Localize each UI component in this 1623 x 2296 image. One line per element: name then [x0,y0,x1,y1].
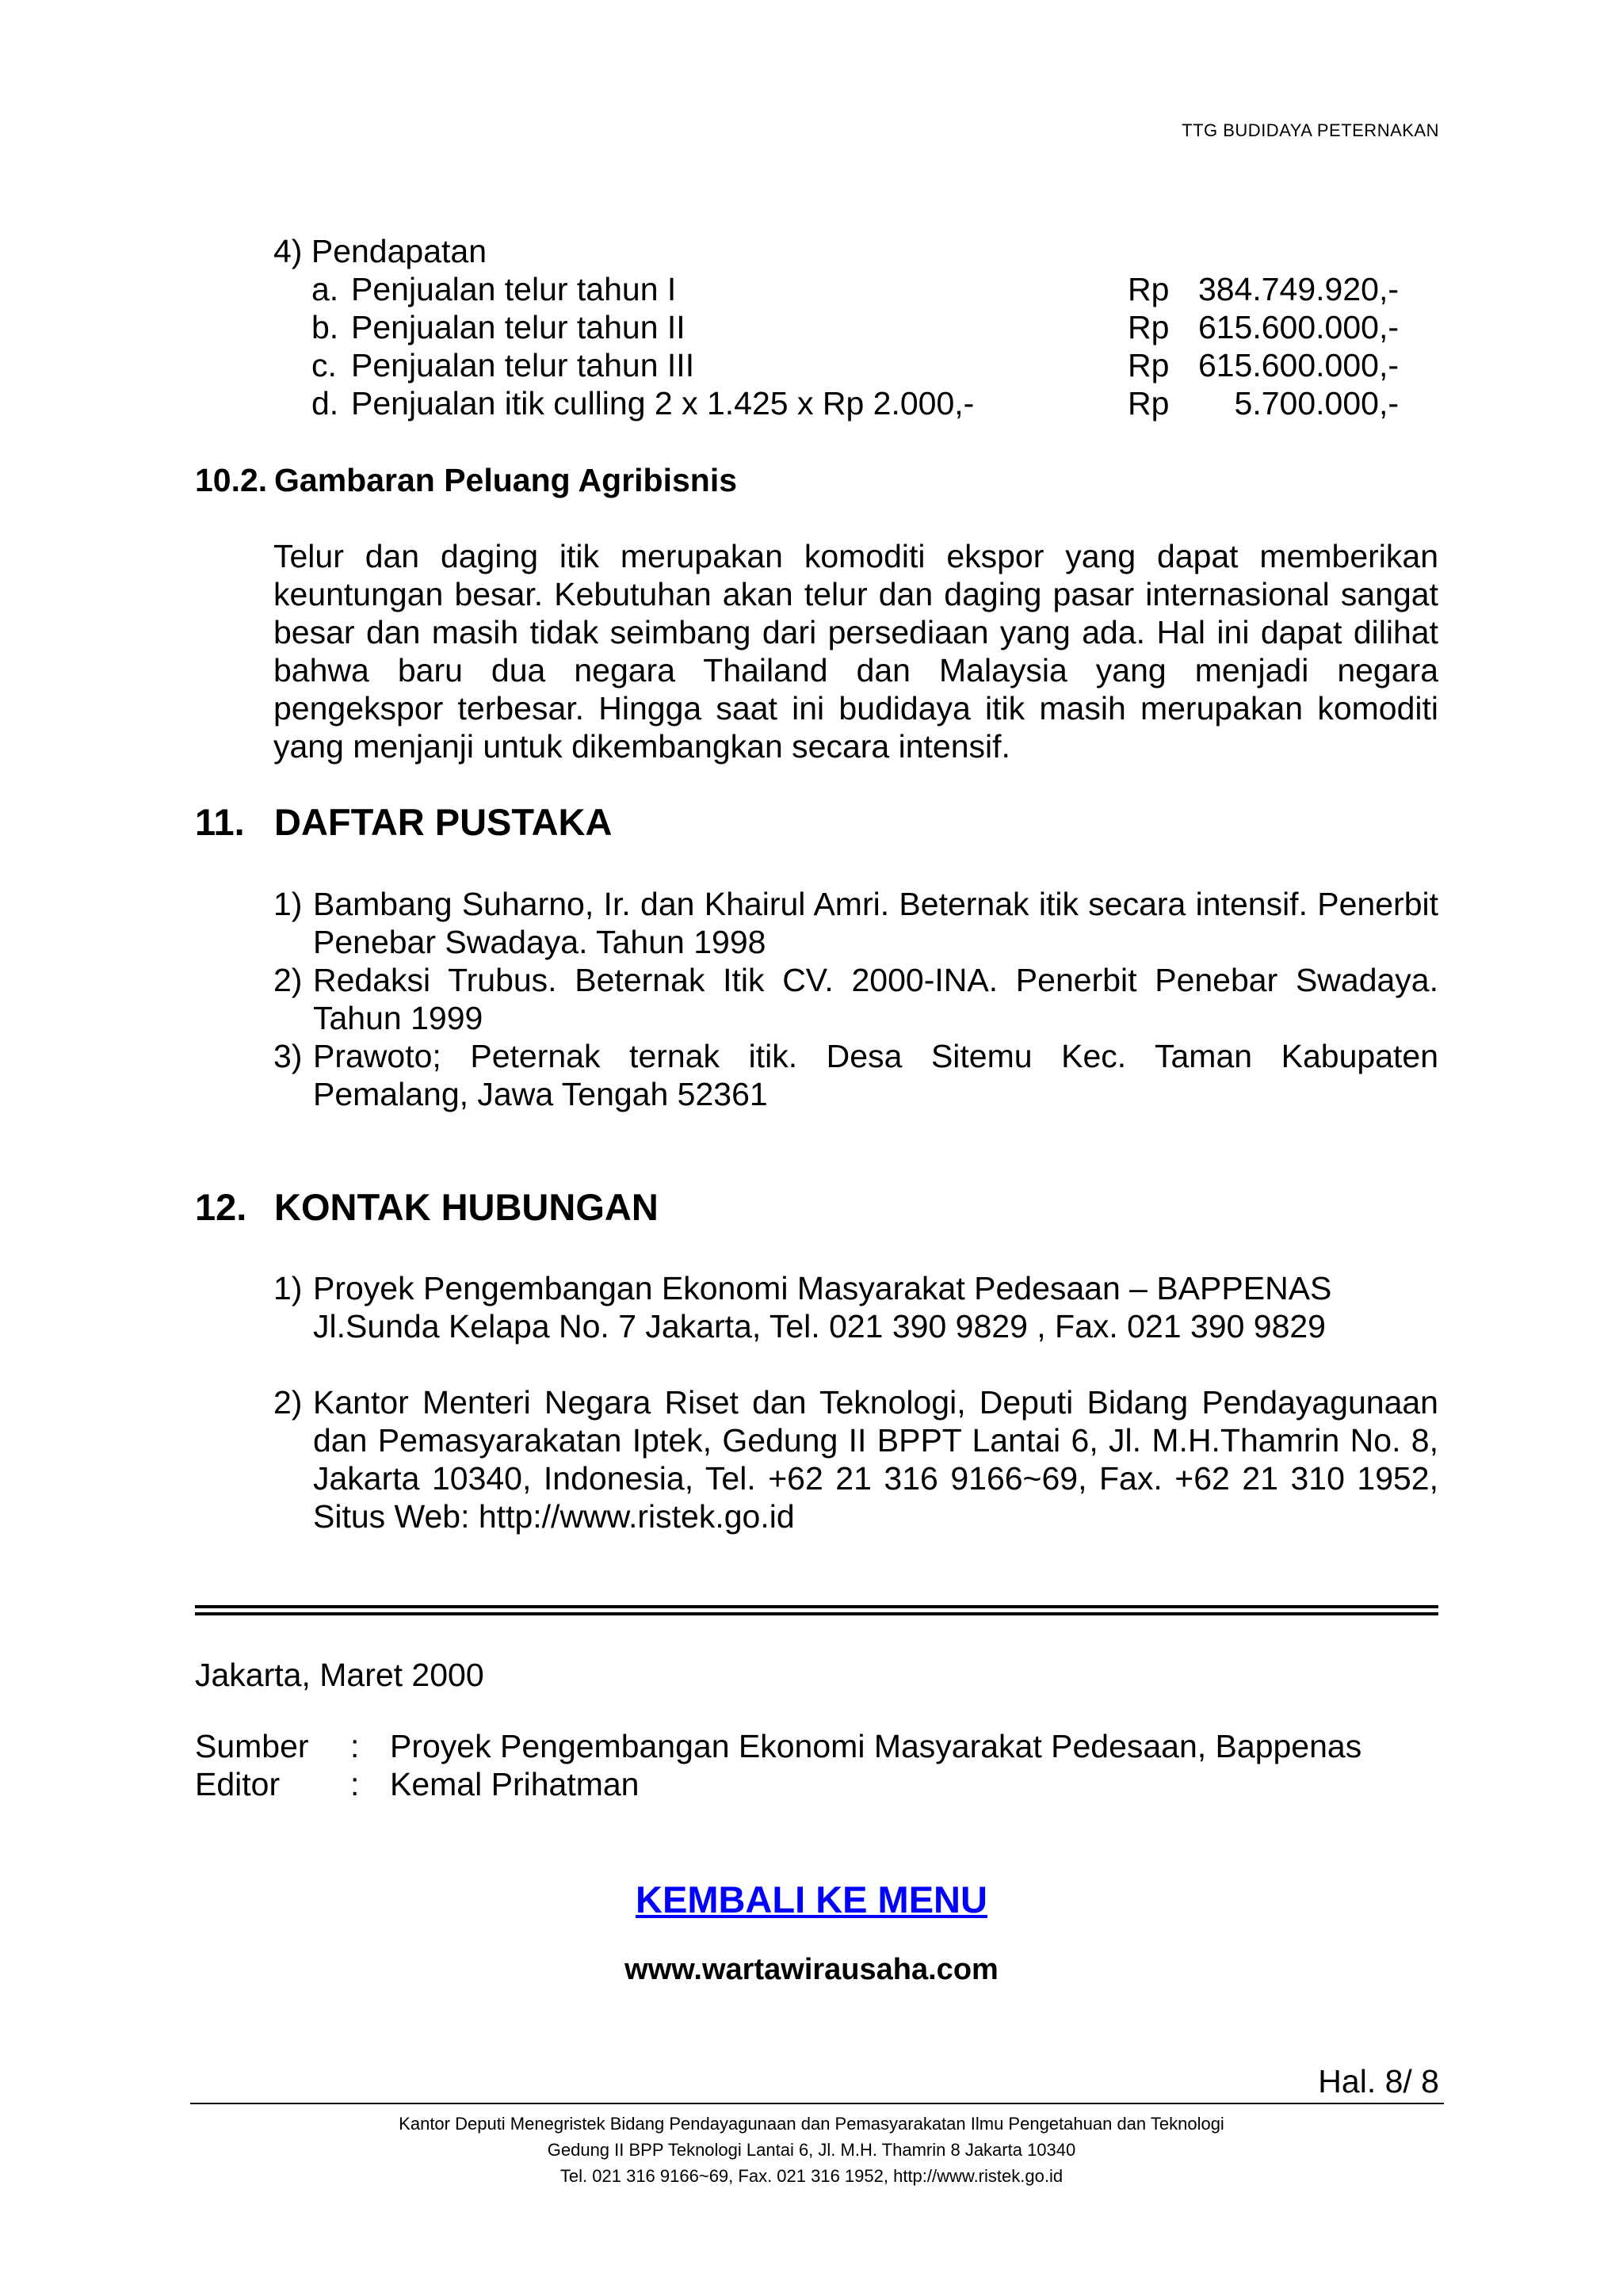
contacts-title: KONTAK HUBUNGAN [274,1186,659,1228]
list-item [273,1383,1438,1535]
source-label: Sumber [195,1728,309,1764]
income-row-a [273,270,1399,308]
separator: : [350,1728,360,1764]
contact-line: Proyek Pengembangan Ekonomi Masyarakat Pedesaan – BAPPENAS [313,1270,1332,1306]
income-heading: 4) Pendapatan [273,233,487,269]
income-amount: 384.749.920,- [1197,271,1399,307]
income-letter: b. [311,309,339,345]
income-amount: 5.700.000,- [1234,385,1399,421]
list-item-number: 1) [273,1270,303,1306]
page-footer [0,2111,1623,2189]
list-item [273,961,1438,1037]
contacts-number: 12. [195,1186,247,1228]
subsection-title: Gambaran Peluang Agribisnis [274,462,738,498]
agribusiness-paragraph: Telur dan daging itik merupakan komoditi ekspor yang dapat memberikan keuntungan besar. Kebutuhan akan telur dan daging pasar internasional sangat besar dan masih tidak seimbang dari persediaan yang ada. Hal ini dapat dilihat bahwa baru dua negara Thailand dan Malaysia yang menjadi negara pengekspor terbesar. Hingga saat ini budidaya itik masih merupakan komoditi yang menjanji untuk dikembangkan secara intensif. [273,538,1438,765]
contacts-list [273,1269,1438,1535]
list-item-number: 1) [273,886,303,922]
footer-line: Tel. 021 316 9166~69, Fax. 021 316 1952, http://www.ristek.go.id [559,2166,1064,2186]
list-item-number: 3) [273,1038,303,1074]
income-desc: Penjualan telur tahun I [351,271,677,307]
double-divider [195,1605,1438,1615]
subsection-heading [195,461,737,499]
list-item-text: Bambang Suharno, Ir. dan Khairul Amri. Beternak itik secara intensif. Penerbit Penebar Swadaya. Tahun 1998 [313,886,1438,960]
income-currency: Rp [1128,309,1170,345]
back-to-menu-link[interactable]: KEMBALI KE MENU [636,1878,987,1920]
date-line: Jakarta, Maret 2000 [195,1657,484,1693]
list-item-text: Prawoto; Peternak ternak itik. Desa Sitemu Kec. Taman Kabupaten Pemalang, Jawa Tengah 52361 [313,1038,1438,1112]
list-item [273,885,1438,961]
footer-line: Kantor Deputi Menegristek Bidang Pendayagunaan dan Pemasyarakatan Ilmu Pengetahuan dan Teknologi [399,2114,1224,2134]
list-item-number: 2) [273,1384,303,1421]
footer-line: Gedung II BPP Teknologi Lantai 6, Jl. M.H. Thamrin 8 Jakarta 10340 [547,2140,1076,2160]
income-row-d [273,384,1399,422]
list-item [273,1269,1438,1345]
contacts-heading [195,1185,659,1230]
income-row-b [273,308,1399,346]
list-item-text: Redaksi Trubus. Beternak Itik CV. 2000-INA. Penerbit Penebar Swadaya. Tahun 1999 [313,962,1438,1036]
income-amount: 615.600.000,- [1197,309,1399,345]
list-item-text: Kantor Menteri Negara Riset dan Teknologi, Deputi Bidang Pendayagunaan dan Pemasyarakatan Iptek, Gedung II BPPT Lantai 6, Jl. M.H.Thamrin No. 8, Jakarta 10340, Indonesia, Tel. +62 21 316 9166~69, Fax. +62 21 310 1952, Situs Web: http://www.ristek.go.id [313,1384,1438,1535]
running-header: TTG BUDIDAYA PETERNAKAN [1182,120,1439,140]
income-desc: Penjualan itik culling 2 x 1.425 x Rp 2.000,- [351,385,975,421]
income-currency: Rp [1128,271,1170,307]
subsection-number: 10.2. [195,462,268,498]
source-value: Proyek Pengembangan Ekonomi Masyarakat Pedesaan, Bappenas [390,1728,1362,1764]
income-desc: Penjualan telur tahun II [351,309,685,345]
footer-divider [190,2103,1444,2104]
income-list [273,232,1399,422]
references-heading [195,800,612,845]
editor-value: Kemal Prihatman [390,1766,640,1802]
list-item-number: 2) [273,962,303,998]
income-row-c [273,346,1399,384]
list-item [273,1037,1438,1113]
references-number: 11. [195,801,245,843]
page-number: Hal. 8/ 8 [1318,2063,1439,2100]
income-letter: d. [311,385,339,421]
income-currency: Rp [1128,385,1170,421]
income-desc: Penjualan telur tahun III [351,347,695,383]
income-letter: c. [311,347,337,383]
website-text: www.wartawirausaha.com [624,1953,999,1986]
references-list [273,885,1438,1113]
references-title: DAFTAR PUSTAKA [274,801,613,843]
income-currency: Rp [1128,347,1170,383]
income-amount: 615.600.000,- [1197,347,1399,383]
editor-label: Editor [195,1766,281,1802]
income-letter: a. [311,271,339,307]
separator: : [350,1766,360,1802]
contact-line: Jl.Sunda Kelapa No. 7 Jakarta, Tel. 021 390 9829 , Fax. 021 390 9829 [313,1308,1326,1344]
